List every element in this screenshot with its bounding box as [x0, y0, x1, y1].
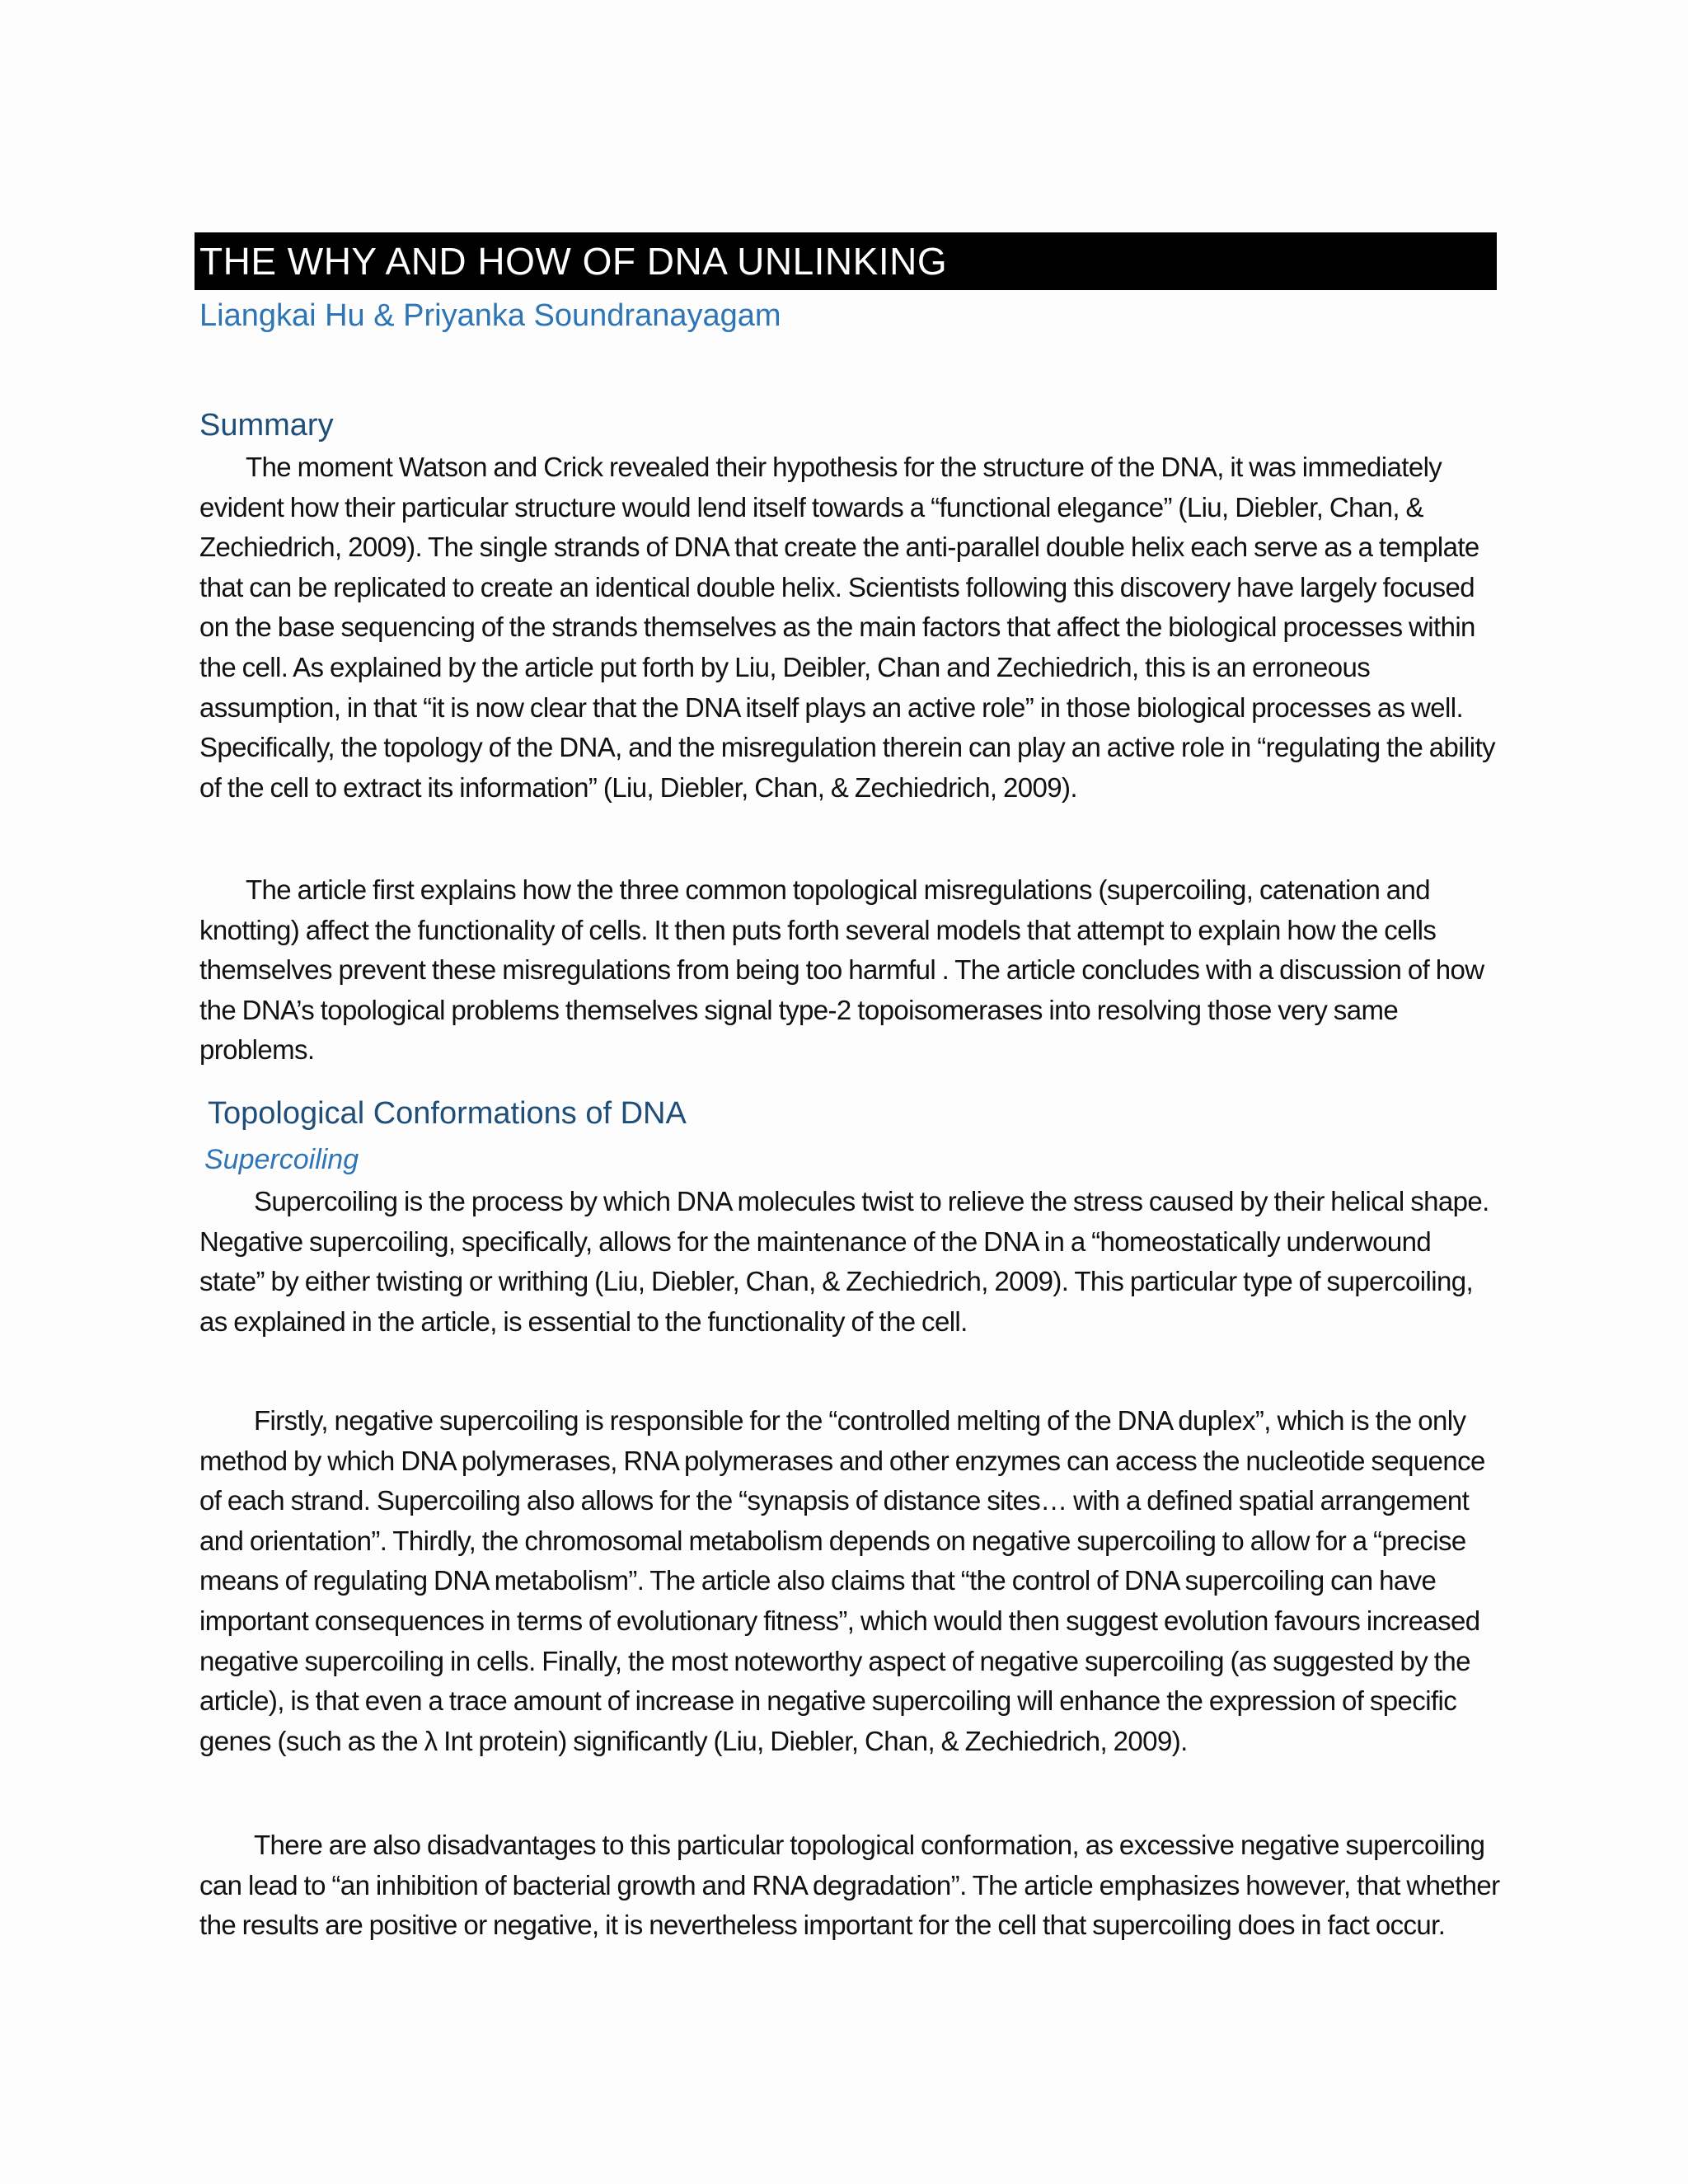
title-bar	[195, 232, 1497, 290]
section-heading-summary: Summary	[199, 408, 334, 443]
summary-paragraph-2: The article first explains how the three common topological misregulations (supercoiling, catenation and knotting) affect the functionality of cells. It then puts forth several models that attempt to explain how the cells themselves prevent these misregulations from being too harmful . The article concludes with a discussion of how the DNA’s topological problems themselves signal type-2 topoisomerases into resolving those very same problems.	[199, 874, 1484, 1066]
document-title: THE WHY AND HOW OF DNA UNLINKING	[199, 240, 948, 283]
summary-paragraph-1: The moment Watson and Crick revealed their hypothesis for the structure of the DNA, it was immediately evident how their particular structure would lend itself towards a “functional elegance” (Liu, Diebler, Chan, & Zechiedrich, 2009). The single strands of DNA that create the anti-parallel double helix each serve as a template that can be replicated to create an identical double helix. Scientists following this discovery have largely focused on the base sequencing of the strands themselves as the main factors that affect the biological processes within the cell. As explained by the article put forth by Liu, Deibler, Chan and Zechiedrich, this is an erroneous assumption, in that “it is now clear that the DNA itself plays an active role” in those biological processes as well. Specifically, the topology of the DNA, and the misregulation therein can play an active role in “regulating the ability of the cell to extract its information” (Liu, Diebler, Chan, & Zechiedrich, 2009).	[199, 452, 1495, 803]
document-authors: Liangkai Hu & Priyanka Soundranayagam	[199, 298, 781, 333]
supercoiling-paragraph-2: Firstly, negative supercoiling is responsible for the “controlled melting of the DNA duplex”, which is the only method by which DNA polymerases, RNA polymerases and other enzymes can access the nucleotide sequence of each strand. Supercoiling also allows for the “synapsis of distance sites… with a defined spatial arrangement and orientation”. Thirdly, the chromosomal metabolism depends on negative supercoiling to allow for a “precise means of regulating DNA metabolism”. The article also claims that “the control of DNA supercoiling can have important consequences in terms of evolutionary fitness”, which would then suggest evolution favours increased negative supercoiling in cells. Finally, the most noteworthy aspect of negative supercoiling (as suggested by the article), is that even a trace amount of increase in negative supercoiling will enhance the expression of specific genes (such as the λ Int protein) significantly (Liu, Diebler, Chan, & Zechiedrich, 2009).	[199, 1405, 1485, 1756]
supercoiling-paragraph-1: Supercoiling is the process by which DNA molecules twist to relieve the stress caused by their helical shape. Negative supercoiling, specifically, allows for the maintenance of the DNA in a “homeostatically underwound state” by either twisting or writhing (Liu, Diebler, Chan, & Zechiedrich, 2009). This particular type of supercoiling, as explained in the article, is essential to the functionality of the cell.	[199, 1186, 1489, 1337]
supercoiling-paragraph-3: There are also disadvantages to this particular topological conformation, as excessive negative supercoiling can lead to “an inhibition of bacterial growth and RNA degradation”. The article emphasizes however, that whether the results are positive or negative, it is nevertheless important for the cell that supercoiling does in fact occur.	[199, 1830, 1500, 1941]
section-heading-topological: Topological Conformations of DNA	[208, 1096, 687, 1131]
subheading-supercoiling: Supercoiling	[204, 1144, 359, 1175]
